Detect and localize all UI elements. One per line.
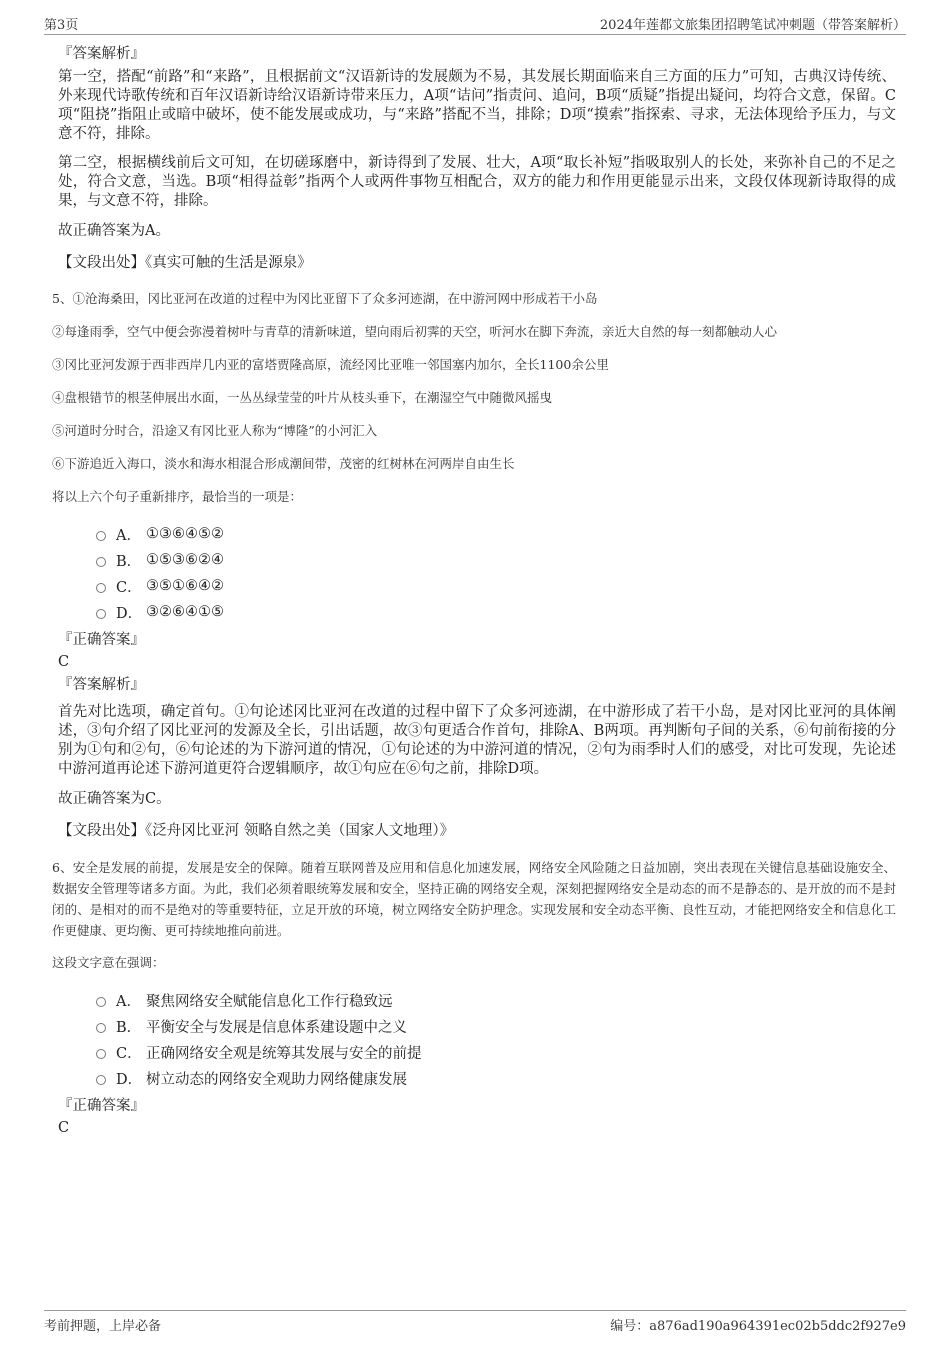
q5-option-d[interactable] [96,599,896,625]
q4-source: 【文段出处】《真实可触的生活是源泉》 [58,255,312,271]
q5-sentence: ④盘根错节的根茎伸展出水面，一丛丛绿莹莹的叶片从枝头垂下，在潮湿空气中随微风摇曳 [52,390,553,405]
q5-prompt: 将以上六个句子重新排序，最恰当的一项是： [52,489,303,504]
q4-conclusion: 故正确答案为A。 [58,223,170,239]
radio-icon[interactable] [96,557,106,567]
q6-stem: 6、安全是发展的前提，发展是安全的保障。随着互联网普及应用和信息化加速发展，网络安全风险随之日益加剧，突出表现在关键信息基础设施安全、数据安全管理等诸多方面。为此，我们必须着眼统筹发展和安全，坚持正确的网络安全观，深刻把握网络安全是动态的而不是静态的、是开放的而不是封闭的、是相对的而不是绝对的等重要特征，立足开放的环境，树立网络安全防护理念。实现发展和安全动态平衡、良性互动，才能把网络安全和信息化工作更健康、更均衡、更可持续地推向前进。 [52,860,896,938]
q5-analysis-label: 『答案解析』 [58,677,145,693]
q5-sentence: ⑥下游追近入海口，淡水和海水相混合形成潮间带，茂密的红树林在河两岸自由生长 [52,456,515,471]
option-text: ①⑤③⑥②④ [146,552,224,568]
q5-answer: C [58,654,70,670]
radio-icon[interactable] [96,583,106,593]
q6-options [96,987,896,1091]
q6-prompt: 这段文字意在强调： [52,955,165,970]
page-number: 第3页 [44,18,79,33]
q6-option-b[interactable] [96,1013,896,1039]
option-letter: C． [116,1045,142,1062]
radio-icon[interactable] [96,531,106,541]
option-letter: A． [116,993,141,1010]
footer-slogan: 考前押题，上岸必备 [44,1319,162,1334]
q5-answer-label: 『正确答案』 [58,632,145,648]
q4-analysis-paragraph-1: 第一空，搭配“前路”和“来路”，且根据前文“汉语新诗的发展颇为不易，其发展长期面临来自三方面的压力”可知，古典汉诗传统、外来现代诗歌传统和百年汉语新诗给汉语新诗带来压力，A项“诘问”指责问、追问，B项“质疑”指提出疑问，均符合文意，保留。C项“阻挠”指阻止或暗中破坏，使不能发展或成功，与“来路”搭配不当，排除；D项“摸索”指探索、寻求，无法体现给予压力，与文意不符，排除。 [58,69,896,142]
q5-source: 【文段出处】《泛舟冈比亚河 领略自然之美（国家人文地理）》 [58,823,455,839]
q6-option-c[interactable] [96,1039,896,1065]
q5-sentence: ⑤河道时分时合，沿途又有冈比亚人称为“博隆”的小河汇入 [52,423,378,438]
q5-analysis: 首先对比选项，确定首句。①句论述冈比亚河在改道的过程中留下了众多河迹湖，在中游形成了若干小岛，是对冈比亚河的具体阐述，③句介绍了冈比亚河的发源及全长，引出话题，故③句更适合作首句，排除A、B两项。再判断句子间的关系，⑥句前衔接的分别为①句和②句，⑥句论述的为下游河道的情况，①句论述的为中游河道的情况，②句为雨季时人们的感受，对比可发现，先论述中游河道再论述下游河道更符合逻辑顺序，故①句应在⑥句之前，排除D项。 [58,704,896,777]
option-text: 聚焦网络安全赋能信息化工作行稳致远 [146,993,393,1010]
q5-option-c[interactable] [96,573,896,599]
q6-answer: C [58,1120,70,1136]
q5-sentence: ③冈比亚河发源于西非西岸几内亚的富塔贾隆高原，流经冈比亚唯一邻国塞内加尔，全长1100余公里 [52,357,609,372]
q4-analysis-label: 『答案解析』 [58,46,145,62]
option-text: ①③⑥④⑤② [146,526,224,542]
radio-icon[interactable] [96,609,106,619]
option-letter: C． [116,579,142,596]
page-content [52,44,896,1141]
option-text: 平衡安全与发展是信息体系建设题中之义 [146,1019,407,1036]
q5-sentence: ②每逢雨季，空气中便会弥漫着树叶与青草的清新味道，望向雨后初霁的天空，听河水在脚下奔流，亲近大自然的每一刻都触动人心 [52,324,778,339]
document-id: 编号：a876ad190a964391ec02b5ddc2f927e9 [610,1319,906,1334]
option-letter: D． [116,1071,143,1088]
page-header [44,12,906,35]
q5-conclusion: 故正确答案为C。 [58,791,171,807]
option-letter: B． [116,553,142,570]
option-text: ③⑤①⑥④② [146,578,224,594]
radio-icon[interactable] [96,1075,106,1085]
option-letter: B． [116,1019,142,1036]
radio-icon[interactable] [96,997,106,1007]
option-text: ③②⑥④①⑤ [146,604,224,620]
document-title: 2024年莲都文旅集团招聘笔试冲刺题（带答案解析） [599,18,906,33]
page-footer [44,1310,906,1335]
option-text: 树立动态的网络安全观助力网络健康发展 [146,1071,407,1088]
q6-option-d[interactable] [96,1065,896,1091]
q6-option-a[interactable] [96,987,896,1013]
q5-option-a[interactable] [96,521,896,547]
option-letter: D． [116,605,143,622]
radio-icon[interactable] [96,1049,106,1059]
q5-options [96,521,896,625]
q5-stem: 5、①沧海桑田，冈比亚河在改道的过程中为冈比亚留下了众多河迹湖，在中游河网中形成若干小岛 [52,291,598,306]
radio-icon[interactable] [96,1023,106,1033]
q6-answer-label: 『正确答案』 [58,1098,145,1114]
q4-analysis-paragraph-2: 第二空，根据横线前后文可知，在切磋琢磨中，新诗得到了发展、壮大，A项“取长补短”指吸取别人的长处，来弥补自己的不足之处，符合文意，当选。B项“相得益彰”指两个人或两件事物互相配合，双方的能力和作用更能显示出来，文段仅体现新诗取得的成果，与文意不符，排除。 [58,155,896,209]
q5-option-b[interactable] [96,547,896,573]
option-text: 正确网络安全观是统筹其发展与安全的前提 [146,1045,422,1062]
option-letter: A． [116,527,141,544]
